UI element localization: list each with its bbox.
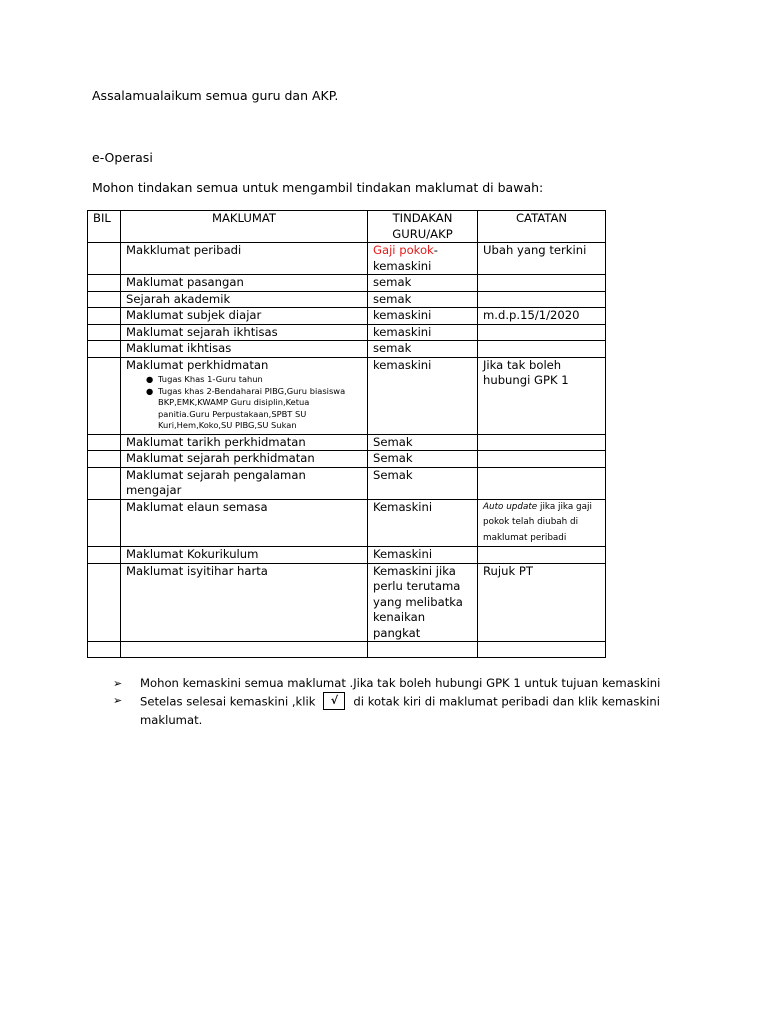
cell-catatan [478,499,606,547]
cell-bil [88,243,121,275]
table-row [88,291,606,308]
instruction-text: Mohon kemaskini semua maklumat .Jika tak boleh hubungi GPK 1 untuk tujuan kemaskini [140,676,661,690]
instruction-text-after: di kotak kiri di maklumat peribadi dan klik kemaskini maklumat. [140,694,660,727]
table-row [88,341,606,358]
cell-bil [88,434,121,451]
sub-item-text: Tugas khas 2-Bendaharai PIBG,Guru biasiswa BKP,EMK,KWAMP Guru disiplin,Ketua panitia.Guru Perpustakaan,SPBT SU Kuri,Hem,Koko,SU PIBG,SU Sukan [158,385,346,430]
table-row [88,547,606,564]
header-tindakan-line2: GURU/AKP [392,226,453,241]
bullet-dot-icon: ● [146,385,154,396]
sub-list-item [126,386,362,432]
instruction-item [113,692,680,729]
cell-maklumat: Maklumat pasangan [121,275,368,292]
greeting-text: Assalamualaikum semua guru dan AKP. [92,88,339,103]
cell-bil [88,341,121,358]
cell-bil [88,451,121,468]
cell-bil [88,324,121,341]
catatan-text: jika jika gaji pokok telah diubah di maklumat peribadi [483,501,592,543]
cell-bil [88,467,121,499]
table-row [88,451,606,468]
table-row [88,324,606,341]
cell-maklumat [121,642,368,658]
cell-bil [88,291,121,308]
cell-bil [88,275,121,292]
cell-maklumat: Makklumat peribadi [121,243,368,275]
table-row [88,275,606,292]
cell-tindakan: Kemaskini [368,547,478,564]
checkmark-box-icon: √ [323,692,345,710]
cell-maklumat: Maklumat tarikh perkhidmatan [121,434,368,451]
header-catatan: CATATAN [478,211,606,243]
cell-maklumat: Maklumat subjek diajar [121,308,368,325]
maklumat-table [87,210,606,658]
cell-maklumat: Sejarah akademik [121,291,368,308]
cell-catatan [478,291,606,308]
cell-catatan [478,547,606,564]
table-row [88,642,606,658]
cell-catatan [478,642,606,658]
cell-catatan [478,324,606,341]
cell-maklumat: Maklumat elaun semasa [121,499,368,547]
arrow-bullet-icon: ➢ [113,677,123,690]
cell-maklumat [121,357,368,434]
cell-bil [88,642,121,658]
intro-text: Mohon tindakan semua untuk mengambil tindakan maklumat di bawah: [92,180,544,195]
table-row [88,357,606,434]
cell-catatan [478,275,606,292]
cell-catatan [478,451,606,468]
table-row [88,499,606,547]
cell-tindakan: Kemaskini [368,499,478,547]
maklumat-label: Maklumat perkhidmatan [126,357,269,372]
cell-maklumat: Maklumat sejarah ikhtisas [121,324,368,341]
cell-bil [88,547,121,564]
instruction-item [113,675,680,692]
cell-bil [88,357,121,434]
cell-tindakan: kemaskini [368,324,478,341]
instruction-list [113,675,680,729]
catatan-italic: Auto update [483,501,538,512]
bullet-dot-icon: ● [146,374,154,384]
sub-list-item [126,374,362,386]
arrow-bullet-icon: ➢ [113,694,123,707]
cell-tindakan: semak [368,275,478,292]
cell-tindakan: semak [368,341,478,358]
cell-catatan [478,467,606,499]
cell-tindakan: Kemaskini jika perlu terutama yang melibatka kenaikan pangkat [368,563,478,642]
cell-catatan: m.d.p.15/1/2020 [478,308,606,325]
sub-item-text: Tugas Khas 1-Guru tahun [158,374,263,384]
cell-tindakan: Semak [368,434,478,451]
cell-tindakan: kemaskini [368,357,478,434]
cell-tindakan [368,243,478,275]
header-tindakan-line1: TINDAKAN [392,211,453,225]
cell-tindakan: kemaskini [368,308,478,325]
cell-maklumat: Maklumat isyitihar harta [121,563,368,642]
cell-catatan [478,434,606,451]
cell-catatan: Rujuk PT [478,563,606,642]
table-row [88,243,606,275]
table-row [88,563,606,642]
cell-maklumat: Maklumat Kokurikulum [121,547,368,564]
section-title: e-Operasi [92,150,153,165]
cell-maklumat: Maklumat sejarah perkhidmatan [121,451,368,468]
table-row [88,467,606,499]
sub-item-list [126,374,362,432]
header-tindakan [368,211,478,243]
tindakan-highlight: Gaji pokok [373,243,434,257]
tindakan-text: -kemaskini [373,243,438,273]
cell-bil [88,563,121,642]
cell-maklumat: Maklumat ikhtisas [121,341,368,358]
table-row [88,434,606,451]
cell-catatan: Ubah yang terkini [478,243,606,275]
cell-tindakan: Semak [368,451,478,468]
header-bil: BIL [88,211,121,243]
cell-catatan [478,341,606,358]
cell-bil [88,499,121,547]
table-row [88,308,606,325]
cell-tindakan: semak [368,291,478,308]
cell-bil [88,308,121,325]
header-maklumat: MAKLUMAT [121,211,368,243]
cell-tindakan [368,642,478,658]
cell-maklumat: Maklumat sejarah pengalaman mengajar [121,467,368,499]
cell-catatan: Jika tak boleh hubungi GPK 1 [478,357,606,434]
instruction-text-before: Setelas selesai kemaskini ,klik [140,694,316,709]
cell-tindakan: Semak [368,467,478,499]
table-header-row [88,211,606,243]
